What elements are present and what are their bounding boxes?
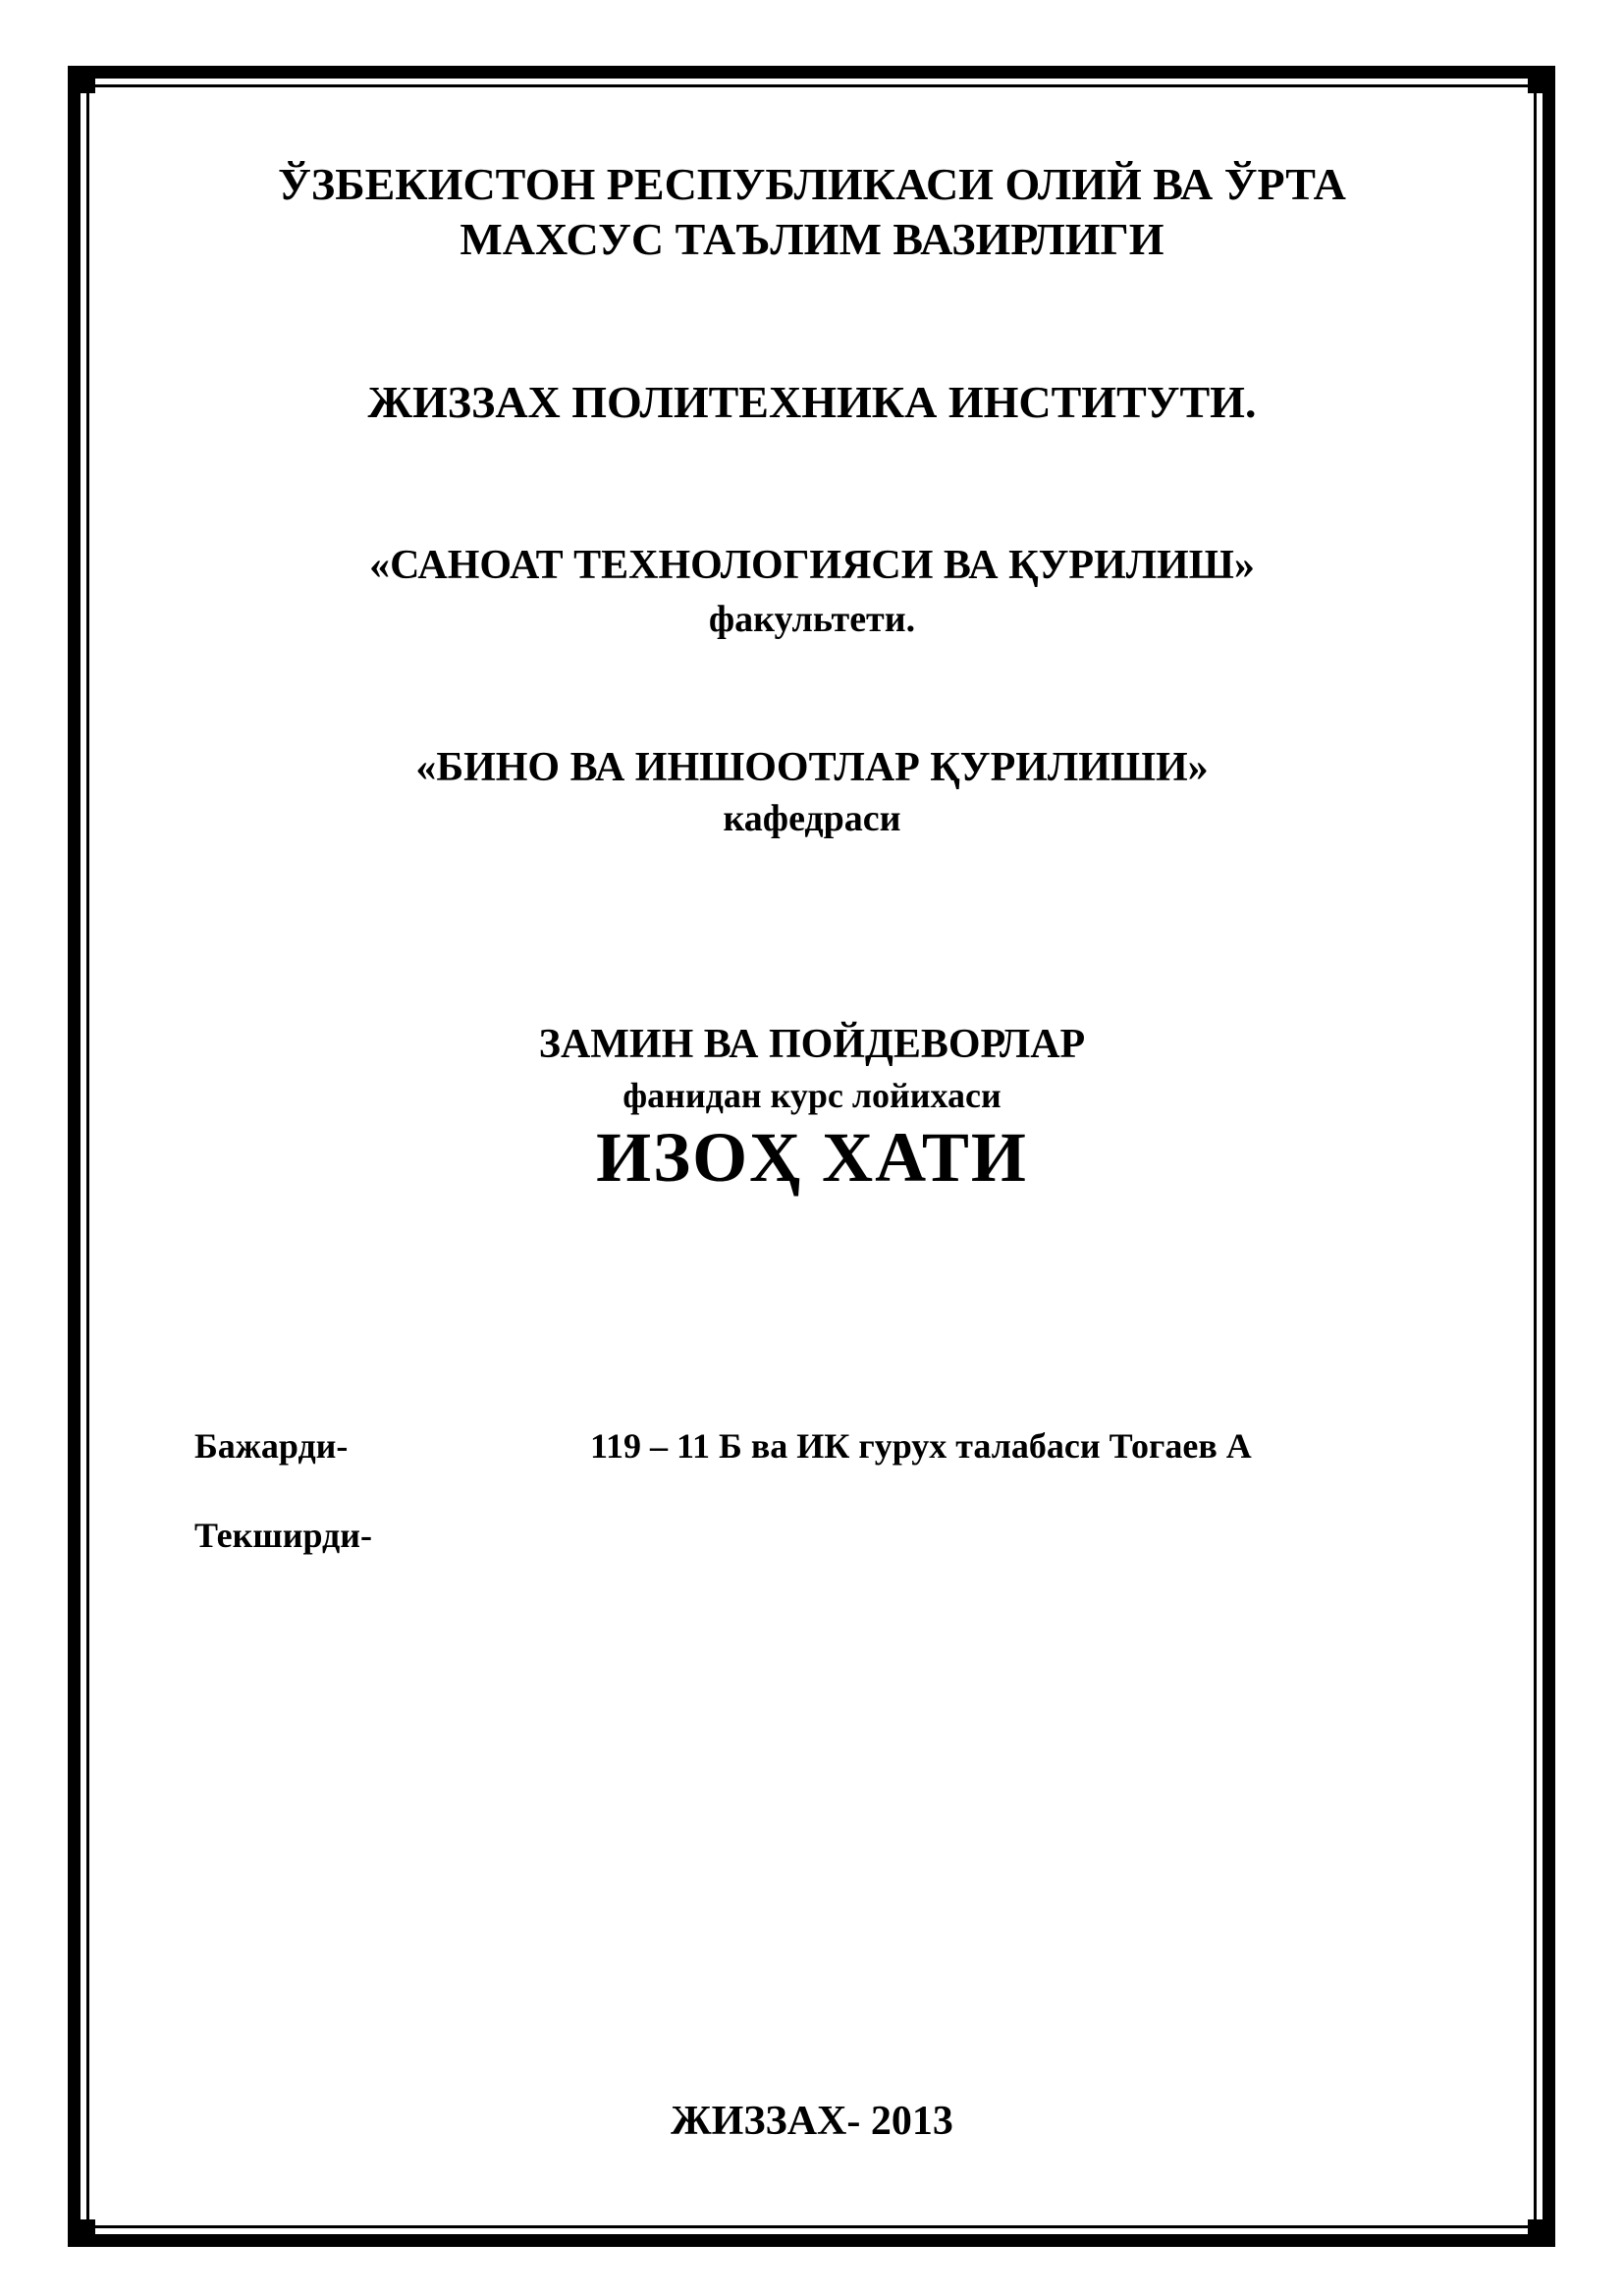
department-name: «БИНО ВА ИНШООТЛАР ҚУРИЛИШИ» bbox=[415, 745, 1209, 790]
checked-by-label: Текширди- bbox=[194, 1516, 372, 1555]
subject-title: ЗАМИН ВА ПОЙДЕВОРЛАР bbox=[538, 1022, 1086, 1067]
faculty-name: «САНОАТ ТЕХНОЛОГИЯСИ ВА ҚУРИЛИШ» bbox=[369, 543, 1255, 588]
ministry-line-2: МАХСУС ТАЪЛИМ ВАЗИРЛИГИ bbox=[460, 214, 1164, 264]
city-year: ЖИЗЗАХ- 2013 bbox=[671, 2099, 953, 2144]
department-label: кафедраси bbox=[723, 798, 901, 839]
frame-corner-tl bbox=[68, 66, 95, 93]
frame-corner-bl bbox=[68, 2219, 95, 2247]
frame-corner-tr bbox=[1528, 66, 1555, 93]
document-title: ИЗОҲ ХАТИ bbox=[596, 1118, 1028, 1197]
institute-name: ЖИЗЗАХ ПОЛИТЕХНИКА ИНСТИТУТИ. bbox=[367, 377, 1257, 427]
frame-corner-br bbox=[1528, 2219, 1555, 2247]
course-label: фанидан курс лойихаси bbox=[623, 1076, 1001, 1115]
ministry-line-1: ЎЗБЕКИСТОН РЕСПУБЛИКАСИ ОЛИЙ ВА ЎРТА bbox=[278, 159, 1346, 209]
faculty-label: факультети. bbox=[708, 599, 916, 640]
done-by-value: 119 – 11 Б ва ИК гурух талабаси Тогаев А bbox=[590, 1426, 1252, 1466]
done-by-label: Бажарди- bbox=[194, 1426, 349, 1466]
